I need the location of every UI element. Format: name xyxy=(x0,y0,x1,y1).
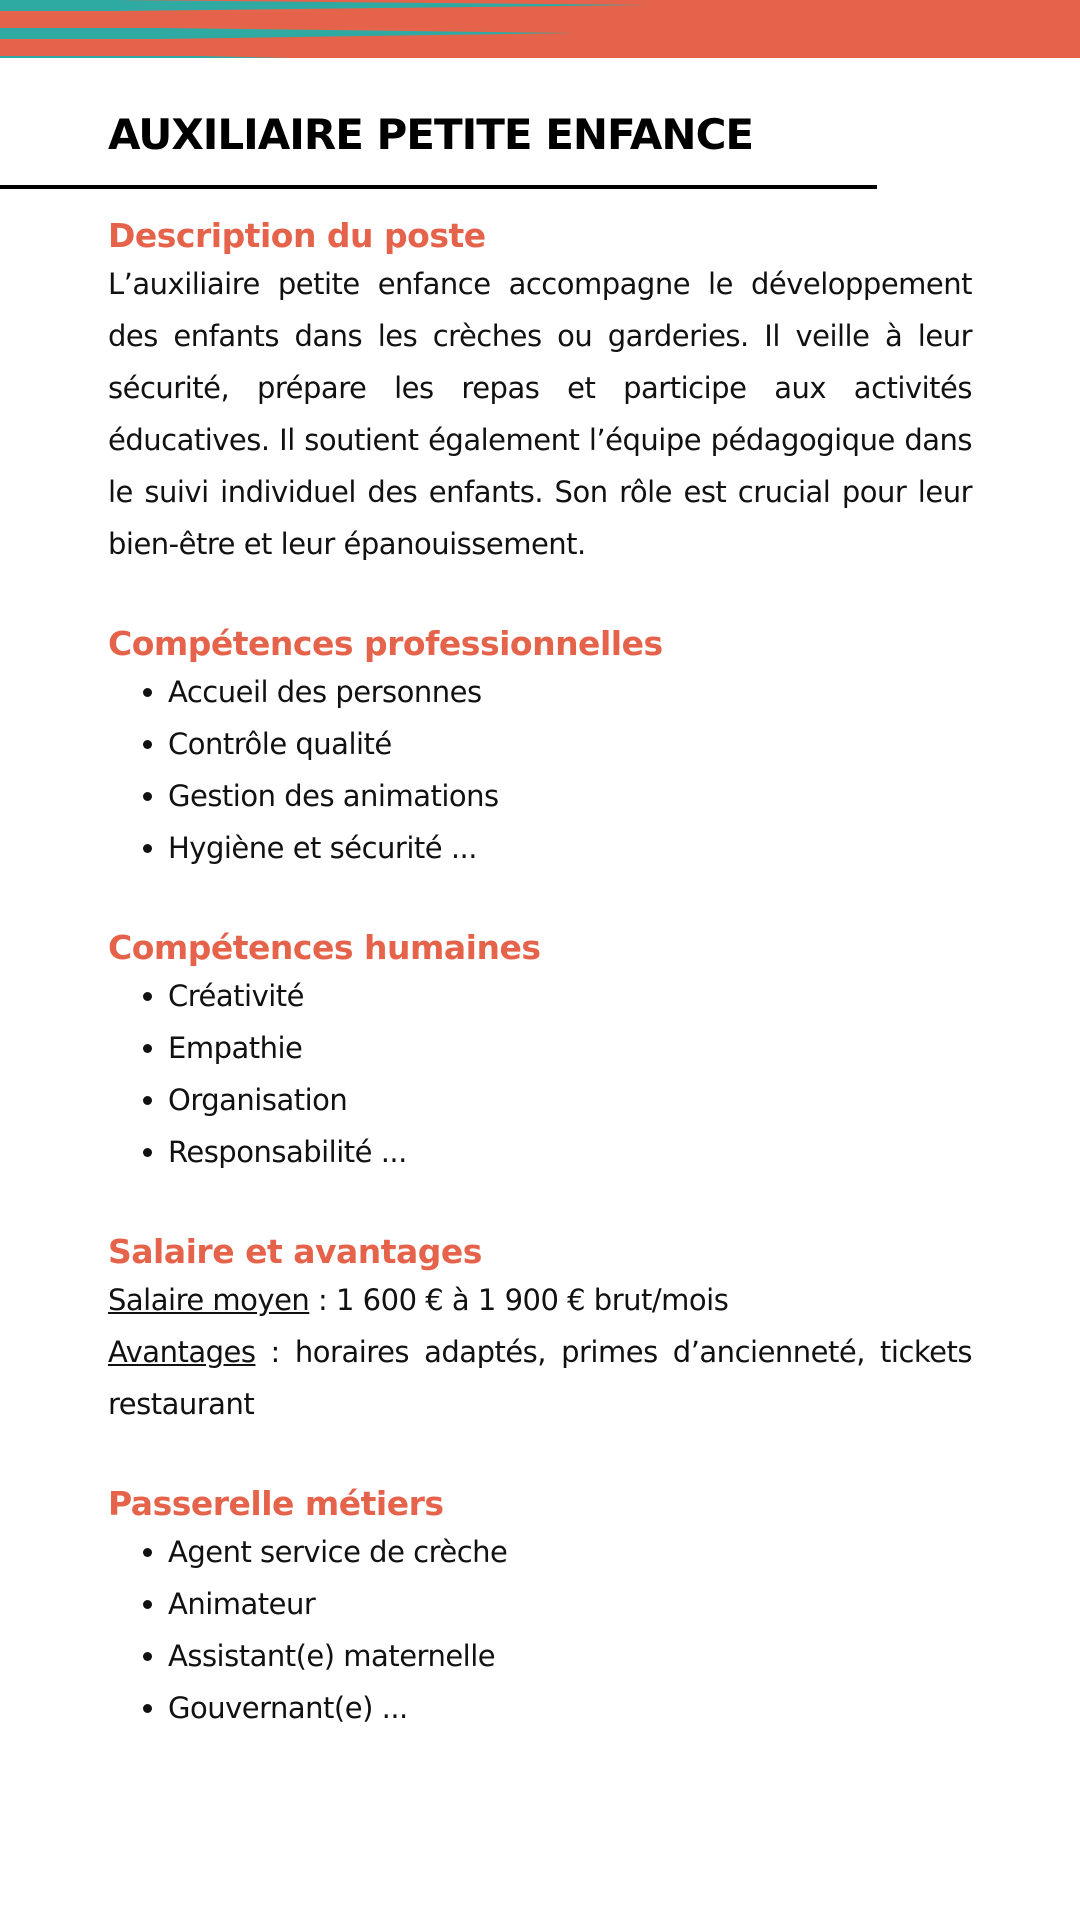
list-item: • Assistant(e) maternelle xyxy=(168,1630,972,1682)
bridges-list xyxy=(108,1526,972,1734)
benefits-label: Avantages xyxy=(108,1335,256,1369)
pro-skills-list xyxy=(108,666,972,874)
section-human-skills xyxy=(108,926,972,1178)
list-item: • Animateur xyxy=(168,1578,972,1630)
page-title: AUXILIAIRE PETITE ENFANCE xyxy=(108,110,754,159)
benefits-line xyxy=(108,1326,972,1430)
title-divider xyxy=(0,185,877,189)
list-item: • Gestion des animations xyxy=(168,770,972,822)
description-text: L’auxiliaire petite enfance accompagne le développement des enfants dans les crèches ou garderies. Il veille à leur sécurité, prépare les repas et participe aux activités éducatives. Il soutient également l’équipe pédagogique dans le suivi individuel des enfants. Son rôle est crucial pour leur bien-être et leur épanouissement. xyxy=(108,267,972,561)
salary-line xyxy=(108,1274,972,1326)
section-description xyxy=(108,214,972,570)
header-banner xyxy=(0,0,1080,58)
human-skills-list xyxy=(108,970,972,1178)
section-heading: Passerelle métiers xyxy=(108,1484,444,1523)
section-heading: Compétences humaines xyxy=(108,928,541,967)
section-heading: Compétences professionnelles xyxy=(108,624,663,663)
content xyxy=(108,214,972,1786)
salary-value: : 1 600 € à 1 900 € brut/mois xyxy=(309,1283,729,1317)
section-bridges xyxy=(108,1482,972,1734)
list-item: • Responsabilité ... xyxy=(168,1126,972,1178)
section-pro-skills xyxy=(108,622,972,874)
list-item: • Hygiène et sécurité ... xyxy=(168,822,972,874)
list-item: • Créativité xyxy=(168,970,972,1022)
list-item: • Empathie xyxy=(168,1022,972,1074)
list-item: • Contrôle qualité xyxy=(168,718,972,770)
list-item: • Organisation xyxy=(168,1074,972,1126)
section-heading: Description du poste xyxy=(108,216,486,255)
list-item: • Agent service de crèche xyxy=(168,1526,972,1578)
section-salary xyxy=(108,1230,972,1430)
section-heading: Salaire et avantages xyxy=(108,1232,482,1271)
benefits-value: : horaires adaptés, primes d’ancienneté, tickets restaurant xyxy=(108,1335,972,1421)
salary-label: Salaire moyen xyxy=(108,1283,310,1317)
list-item: • Gouvernant(e) ... xyxy=(168,1682,972,1734)
list-item: • Accueil des personnes xyxy=(168,666,972,718)
